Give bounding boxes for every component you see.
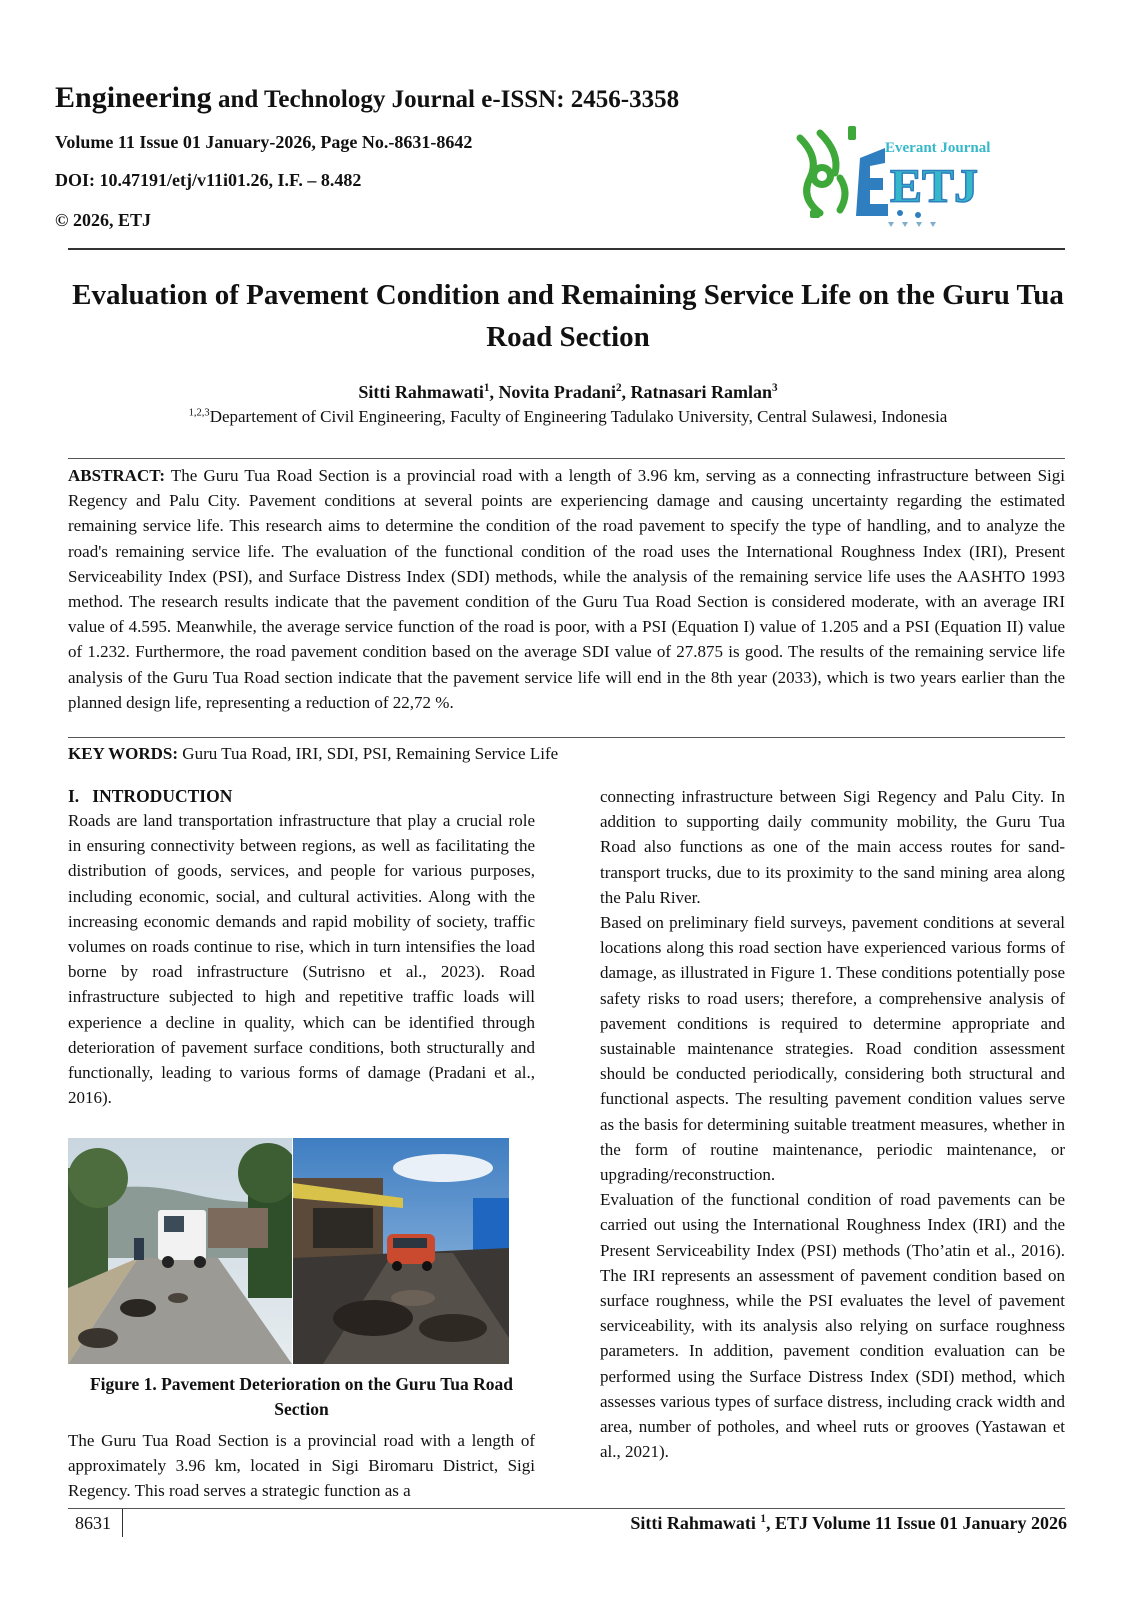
affiliation-mark: 1,2,3 <box>188 407 210 419</box>
affiliation-text: Departement of Civil Engineering, Faculty of Engineering Tadulako University, Central Sulawesi, Indonesia <box>209 407 948 426</box>
header-divider <box>68 248 1065 250</box>
abstract-bottom-rule <box>68 737 1065 738</box>
affiliation <box>68 406 1068 428</box>
left-column <box>68 784 535 1110</box>
logo-caption: Everant Journal <box>885 140 991 156</box>
footer-divider <box>68 1508 1065 1509</box>
footer-author-mark: 1 <box>760 1513 766 1525</box>
page-number: 8631 <box>75 1513 111 1533</box>
intro-paragraph: Based on preliminary field surveys, pavement conditions at several locations along this road section have experienced various forms of damage, as illustrated in Figure 1. These conditions potentially pose safety risks to road users; therefore, a comprehensive analysis of pavement conditions is required to determine appropriate and sustainable maintenance strategies. Road condition assessment should be conducted periodically, considering both structural and functional aspects. The resulting pavement condition values serve as the basis for determining suitable treatment measures, whether in the form of routine maintenance, periodic maintenance, or upgrading/reconstruction. <box>600 913 1065 1185</box>
keywords-text: Guru Tua Road, IRI, SDI, PSI, Remaining Service Life <box>182 744 559 763</box>
intro-paragraph: Roads are land transportation infrastructure that play a crucial role in ensuring connectivity between regions, as well as facilitating the distribution of goods, services, and people for various purposes, including economic, social, and cultural activities. Along with the increasing economic demands and rapid mobility of society, traffic volumes on roads continue to rise, which in turn intensifies the load borne by road infrastructure (Sutrisno et al., 2023). Road infrastructure subjected to high and repetitive traffic loads will experience a decline in quality, which can be identified through deterioration of pavement surface conditions, both structurally and functionally, leading to various forms of damage (Pradani et al., 2016). <box>68 811 535 1108</box>
keywords <box>68 742 1065 766</box>
journal-title-rest: and Technology Journal e-ISSN: 2456-3358 <box>211 86 680 113</box>
author-affiliation-mark: 2 <box>615 382 622 394</box>
intro-paragraph: Evaluation of the functional condition of road pavements can be carried out using the International Roughness Index (IRI) and the Present Serviceability Index (PSI) methods (Tho’atin et al., 2016). The IRI represents an assessment of pavement condition based on surface roughness, while the PSI evaluates the level of pavement serviceability, with its analysis also relying on surface roughness parameters. In addition, pavement condition evaluation can be performed using the Surface Distress Index (SDI) method, which assesses various types of surface distress, including crack width and area, number of potholes, and wheel ruts or grooves (Yastawan et al., 2021). <box>600 1190 1065 1462</box>
author-affiliation-mark: 1 <box>483 382 490 394</box>
paper-title: Evaluation of Pavement Condition and Remaining Service Life on the Guru Tua Road Section <box>72 279 1064 353</box>
volume-line: Volume 11 Issue 01 January-2026, Page No.-8631-8642 <box>55 132 473 152</box>
keywords-label: KEY WORDS: <box>68 744 179 763</box>
etj-logo-gear-icon <box>790 118 1000 228</box>
left-column-continued <box>68 1428 535 1504</box>
running-footer <box>555 1511 1067 1535</box>
abstract-text: The Guru Tua Road Section is a provincial road with a length of 3.96 km, serving as a connecting infrastructure between Sigi Regency and Palu City. Pavement conditions at several points are experiencing damage and causing uncertainty regarding the estimated remaining service life. This research aims to determine the condition of the road pavement to specify the type of handling, and to analyze the road's remaining service life. The evaluation of the functional condition of the road uses the International Roughness Index (IRI), Present Serviceability Index (PSI), and Surface Distress Index (SDI) methods, while the analysis of the remaining service life uses the AASHTO 1993 method. The research results indicate that the pavement condition of the Guru Tua Road Section is considered moderate, with an average IRI value of 4.595. Meanwhile, the average service function of the road is poor, with a PSI (Equation I) value of 1.205 and a PSI (Equation II) value of 1.232. Furthermore, the road pavement condition based on the average SDI value of 27.875 is good. The results of the remaining service life analysis of the Guru Tua Road section indicate that the pavement service life will end in the 8th year (2033), which is two years earlier than the planned design life, representing a reduction of 22,72 %. <box>68 466 1065 712</box>
copyright-line: © 2026, ETJ <box>55 210 151 230</box>
etj-logo <box>790 118 1000 228</box>
author-affiliation-mark: 3 <box>772 382 778 394</box>
abstract-label: ABSTRACT: <box>68 466 165 485</box>
intro-paragraph: connecting infrastructure between Sigi Regency and Palu City. In addition to supporting daily community mobility, the Guru Tua Road also functions as one of the main access routes for sand-transport trucks, due to its proximity to the sand mining area along the Palu River. <box>600 787 1065 907</box>
author-name: Ratnasari Ramlan <box>630 382 773 402</box>
journal-title-first-word: Engineering <box>55 81 212 114</box>
intro-paragraph: The Guru Tua Road Section is a provincial road with a length of approximately 3.96 km, located in Sigi Biromaru District, Sigi Regency. This road serves a strategic function as a <box>68 1431 535 1501</box>
figure-photo-right <box>293 1138 509 1364</box>
page-number-separator <box>122 1509 123 1537</box>
figure-caption: Figure 1. Pavement Deterioration on the Guru Tua Road Section <box>89 1374 514 1419</box>
section-heading: I. INTRODUCTION <box>68 786 233 806</box>
right-column <box>600 784 1065 1464</box>
journal-title <box>55 80 679 118</box>
logo-main-text: ETJ <box>890 160 979 213</box>
footer-journal-ref: , ETJ Volume 11 Issue 01 January 2026 <box>765 1513 1067 1533</box>
author-name: Sitti Rahmawati <box>358 382 484 402</box>
figure-photo-left <box>68 1138 292 1364</box>
author-name: Novita Pradani <box>498 382 616 402</box>
author-list: Sitti Rahmawati$^1$, Novita Pradani$^2$, Ratnasari Ramlan$^3$ <box>358 382 778 402</box>
abstract <box>68 463 1065 715</box>
abstract-top-rule <box>68 458 1065 459</box>
footer-author: Sitti Rahmawati <box>630 1513 756 1533</box>
doi-line: DOI: 10.47191/etj/v11i01.26, I.F. – 8.482 <box>55 170 362 190</box>
